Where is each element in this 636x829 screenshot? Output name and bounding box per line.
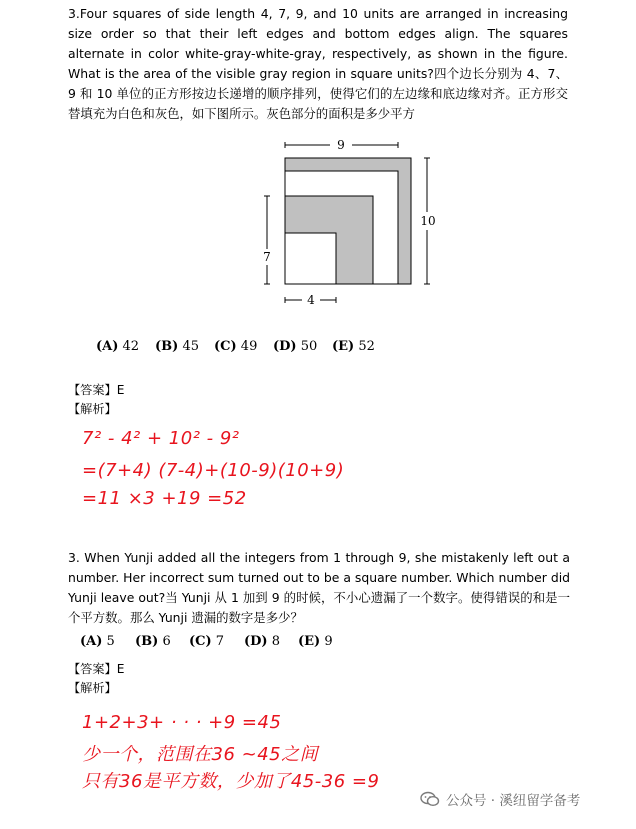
choice-d: (D) 50 [273, 339, 318, 354]
label-10: 10 [420, 214, 436, 228]
wechat-icon [420, 791, 440, 807]
choice-a: (A) 42 [96, 339, 140, 354]
answer-label-2: 【答案】E [68, 662, 125, 676]
choice-e: (E) 9 [298, 634, 333, 649]
analysis-label-1: 【解析】 [68, 402, 117, 416]
choice-b: (B) 45 [155, 339, 199, 354]
choice-c: (C) 49 [214, 339, 258, 354]
choice-d: (D) 8 [244, 634, 280, 649]
label-9: 9 [337, 138, 345, 152]
label-4: 4 [307, 293, 315, 307]
analysis-label-2: 【解析】 [68, 681, 117, 695]
handwriting-line: 少一个，范围在36 ~45之间 [82, 744, 319, 765]
square-4-white [285, 233, 336, 284]
choice-b: (B) 6 [135, 634, 171, 649]
squares-figure [250, 128, 450, 313]
handwriting-line: =(7+4) (7-4)+(10-9)(10+9) [82, 460, 345, 481]
watermark-text: 公众号 · 溪纽留学备考 [446, 793, 581, 809]
choice-a: (A) 5 [80, 634, 115, 649]
choice-c: (C) 7 [189, 634, 225, 649]
question-2-text: 3. When Yunji added all the integers from 1 through 9, she mistakenly left out a number. Her incorrect sum turned out to be a square number. Which number did Yunji leave out?当 Yunji 从 1 加到 9 的时候，不小心遗漏了一个数字。使得错误的和是一个平方数。那么 Yunji 遗漏的数字是多少？ [68, 550, 570, 625]
choice-e: (E) 52 [332, 339, 375, 354]
label-7: 7 [263, 250, 271, 264]
question-1-text: 3.Four squares of side length 4, 7, 9, and 10 units are arranged in increasing size order so that their left edges and bottom edges align. The squares alternate in color white-gray-white-gray, respectively, as shown in the figure. What is the area of the visible gray region in square units?四个边长分别为 4、7、9 和 10 单位的正方形按边长递增的顺序排列，使得它们的左边缘和底边缘对齐。正方形交替填充为白色和灰色，如下图所示。灰色部分的面积是多少平方 [68, 6, 568, 121]
answer-label-1: 【答案】E [68, 383, 125, 397]
handwriting-line: 只有36是平方数，少加了45-36 =9 [82, 771, 380, 792]
handwriting-line: 1+2+3+ · · · +9 =45 [82, 712, 282, 733]
watermark [420, 789, 580, 809]
handwriting-line: =11 ×3 +19 =52 [82, 488, 247, 509]
handwriting-line: 7² - 4² + 10² - 9² [82, 428, 240, 449]
